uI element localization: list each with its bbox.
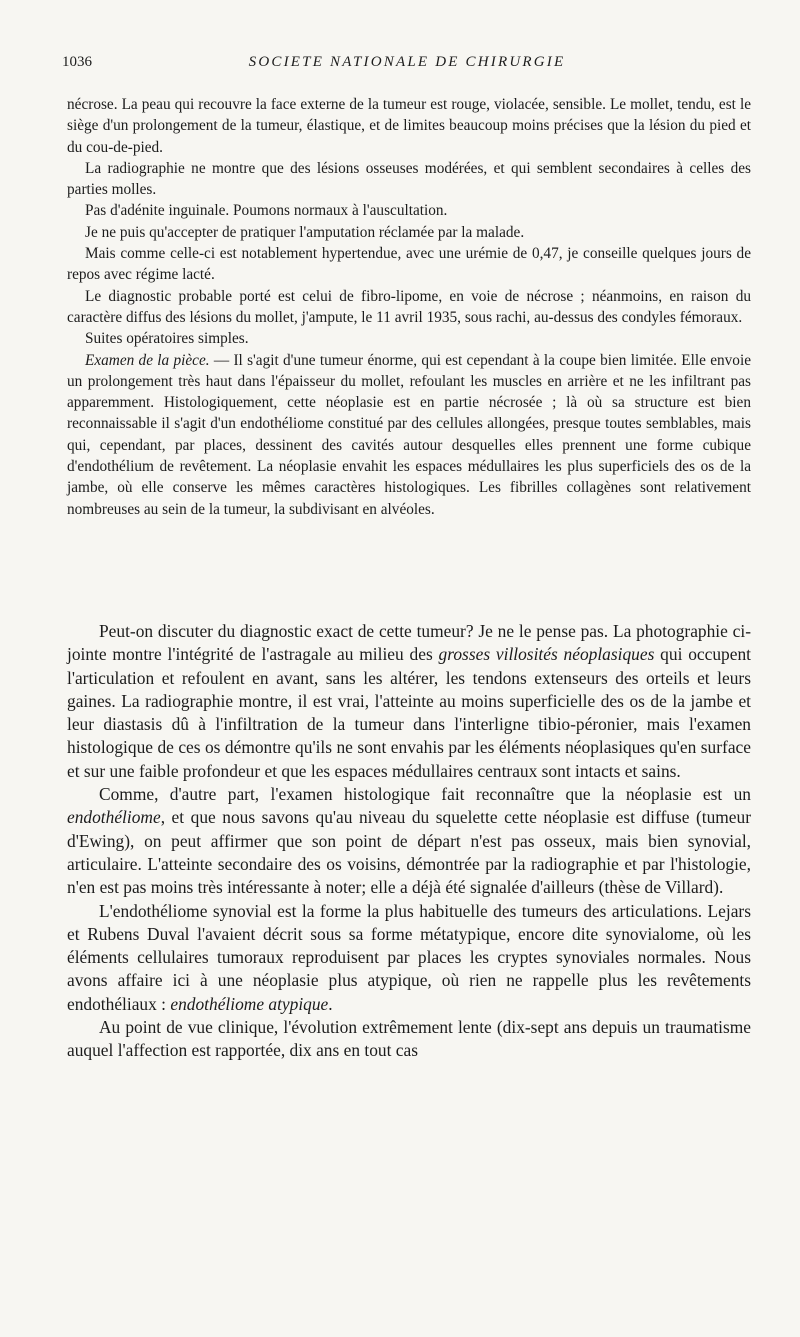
emphasis-text: grosses villosités néoplasiques xyxy=(438,644,655,665)
discussion-paragraph-2 xyxy=(67,783,751,899)
discussion-text: Peut-on discuter du diagnostic exact de cette tumeur? Je ne le pense pas. La photographie ci-jointe montre l'intégrité de l'astragale au milieu des xyxy=(67,621,751,665)
case-paragraph-2: La radiographie ne montre que des lésions osseuses modérées, et qui semblent secondaires à celles des parties molles. xyxy=(67,159,751,199)
case-paragraph-1: nécrose. La peau qui recouvre la face externe de la tumeur est rouge, violacée, sensible. Le mollet, tendu, est le siège d'un prolongement de la tumeur, élastique, et de limites beaucoup moins précises que la lésion du pied et du cou-de-pied. xyxy=(67,96,751,156)
case-paragraph-8 xyxy=(67,350,751,520)
case-report-section xyxy=(67,94,751,520)
page-header xyxy=(62,54,752,74)
case-paragraph-3: Pas d'adénite inguinale. Poumons normaux à l'auscultation. xyxy=(85,202,448,220)
discussion-paragraph-4: Au point de vue clinique, l'évolution extrêmement lente (dix-sept ans depuis un traumatisme auquel l'affection est rapportée, dix ans en tout cas xyxy=(67,1017,751,1061)
running-title: SOCIETE NATIONALE DE CHIRURGIE xyxy=(248,54,566,70)
case-paragraph-5: Mais comme celle-ci est notablement hypertendue, avec une urémie de 0,47, je conseille quelques jours de repos avec régime lacté. xyxy=(67,245,751,284)
case-paragraph-7: Suites opératoires simples. xyxy=(85,330,249,348)
discussion-text: L'endothéliome synovial est la forme la plus habituelle des tumeurs des articulations. Lejars et Rubens Duval l'avaient décrit sous sa forme métatypique, encore dite synovialome, où les éléments cellulaires tumoraux reproduisent par places les cryptes synoviales normales. Nous avons affaire ici à une néoplasie plus atypique, où rien ne rappelle plus les revêtements endothéliaux : xyxy=(67,900,751,1014)
discussion-text: qui occupent l'articulation et refoulent en avant, sans les altérer, les tendons extenseurs des orteils et leurs gaines. La radiographie montre, il est vrai, l'atteinte au moins superficielle des os de la jambe et leur diastasis dû à l'infiltration de la tumeur dans l'interligne tibio-péronier, mais l'examen histologique de ces os démontre qu'ils ne sont envahis par les éléments néoplasiques qu'en surface et sur une faible profondeur et que les espaces médullaires centraux sont intacts et sains. xyxy=(67,644,751,781)
case-paragraph-4: Je ne puis qu'accepter de pratiquer l'amputation réclamée par la malade. xyxy=(85,223,525,241)
discussion-paragraph-1 xyxy=(67,620,751,783)
discussion-text: , et que nous savons qu'au niveau du squelette cette néoplasie est diffuse (tumeur d'Ewing), on peut affirmer que son point de départ n'est pas osseux, mais bien synovial, articulaire. L'atteinte secondaire des os voisins, démontrée par la radiographie et par l'histologie, n'en est pas moins très intéressante à noter; elle a déjà été signalée d'ailleurs (thèse de Villard). xyxy=(67,807,751,898)
emphasis-text: endothéliome xyxy=(67,807,161,828)
exam-label: Examen de la pièce. xyxy=(85,351,210,369)
case-paragraph-6: Le diagnostic probable porté est celui de fibro-lipome, en voie de nécrose ; néanmoins, en raison du caractère diffus des lésions du mollet, j'ampute, le 11 avril 1935, sous rachi, au-dessus des condyles fémoraux. xyxy=(67,287,751,326)
discussion-section xyxy=(67,620,751,1063)
emphasis-text: endothéliome atypique xyxy=(170,993,329,1014)
discussion-text: Comme, d'autre part, l'examen histologique fait reconnaître que la néoplasie est un xyxy=(99,784,751,805)
page-number: 1036 xyxy=(62,54,92,70)
exam-text: — Il s'agit d'une tumeur énorme, qui est cependant à la coupe bien limitée. Elle envoie un prolongement très haut dans l'épaisseur du mollet, refoulant les muscles en arrière et ne les infiltrant pas apparemment. Histologiquement, cette néoplasie est en partie nécrosée ; là où sa structure est bien reconnaissable il s'agit d'un endothéliome constitué par des cellules allongées, presque toutes semblables, mais qui, cependant, par places, dessinent des cavités autour desquelles elles prennent une forme cubique d'endothélium de revêtement. La néoplasie envahit les espaces médullaires les plus superficiels des os de la jambe, où elle conserve les mêmes caractères histologiques. Les fibrilles collagènes sont relativement nombreuses au sein de la tumeur, la subdivisant en alvéoles. xyxy=(67,351,751,518)
discussion-paragraph-3 xyxy=(67,900,751,1016)
discussion-text: . xyxy=(328,993,333,1014)
